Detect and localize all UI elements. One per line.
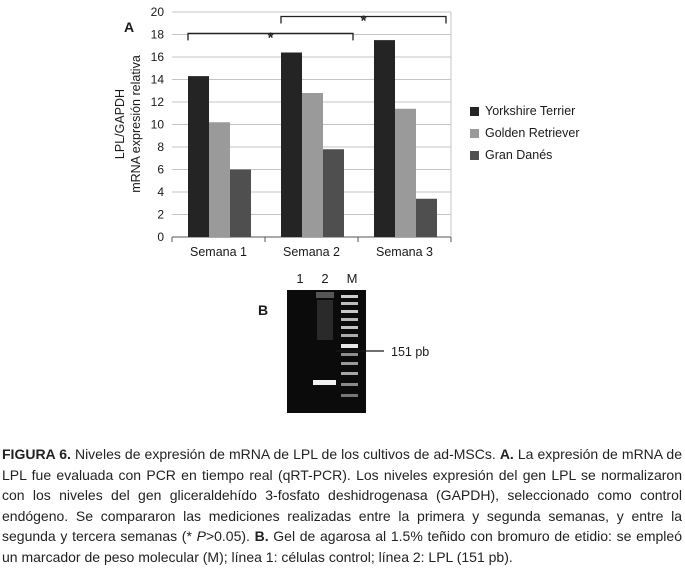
marker-size-label: 151 pb — [391, 345, 430, 359]
legend-label: Golden Retriever — [485, 126, 580, 140]
marker-band — [341, 383, 358, 386]
x-tick-label: Semana 2 — [283, 245, 340, 259]
x-tick-label: Semana 3 — [376, 245, 433, 259]
x-tick-label: Semana 1 — [190, 245, 247, 259]
marker-band — [341, 344, 358, 348]
y-tick-label: 12 — [150, 95, 164, 109]
y-tick-label: 18 — [150, 27, 164, 42]
y-tick-label: 16 — [150, 50, 164, 64]
y-tick-label: 0 — [157, 230, 164, 244]
marker-band — [341, 334, 358, 337]
panel-a-label: A — [124, 19, 135, 35]
caption-text: >0.05). — [205, 528, 255, 544]
y-tick-label: 20 — [150, 5, 164, 19]
y-axis-label-line2: mRNA expresión relativa — [129, 55, 143, 193]
significance-star: * — [267, 29, 274, 47]
caption-text: Gel de agarosa al 1.5% teñido con bromuro de etidio: se empleó un marcador de peso molecular (M); línea 1: células control; línea 2: LPL (151 pb). — [2, 528, 682, 565]
y-tick-label: 10 — [150, 117, 164, 132]
marker-band — [341, 394, 358, 397]
caption-text: La expresión de mRNA de LPL fue evaluada con PCR en tiempo real (qRT-PCR). Los niveles expresión del gen LPL se normalizaron con los niveles del gen gliceraldehído 3-fosfato deshidrogenasa (GAPDH), seleccionado como control endógeno. Se compararon las mediciones realizadas entre la primera y segunda semanas, y entre la segunda y tercera semanas (* — [2, 446, 682, 544]
legend-label: Yorkshire Terrier — [485, 104, 576, 118]
gel-lane-label-m: M — [346, 271, 358, 286]
figure-number: FIGURA 6. — [2, 446, 71, 462]
marker-band — [341, 295, 358, 298]
gel-lane-label-1: 1 — [296, 271, 304, 286]
marker-band — [341, 318, 358, 321]
y-tick-label: 2 — [157, 207, 164, 222]
marker-band — [341, 302, 358, 305]
marker-band — [341, 362, 358, 365]
gel-band-lane-2 — [313, 380, 336, 385]
marker-band — [341, 353, 358, 356]
gel-well-lane-2 — [316, 292, 334, 298]
caption-p-value: P — [196, 528, 206, 544]
caption-panel-a: A. — [499, 446, 514, 462]
caption-text: Niveles de expresión de mRNA de LPL de los cultivos de ad-MSCs. — [70, 446, 500, 462]
significance-star: * — [360, 12, 367, 30]
gel-smear-lane-2 — [317, 300, 333, 340]
y-tick-label: 4 — [157, 185, 164, 199]
y-tick-label: 14 — [150, 72, 164, 87]
marker-band — [341, 326, 358, 329]
y-axis-label-line1: LPL/GAPDH — [113, 88, 127, 160]
caption-panel-b: B. — [254, 528, 269, 544]
y-tick-label: 6 — [157, 162, 164, 177]
marker-band — [341, 372, 358, 375]
panel-b-label: B — [258, 302, 269, 318]
legend-label: Gran Danés — [485, 148, 553, 162]
gel-lane-label-2: 2 — [321, 271, 329, 286]
y-tick-label: 8 — [157, 140, 164, 154]
figure-caption — [2, 444, 682, 567]
marker-band — [341, 310, 358, 313]
